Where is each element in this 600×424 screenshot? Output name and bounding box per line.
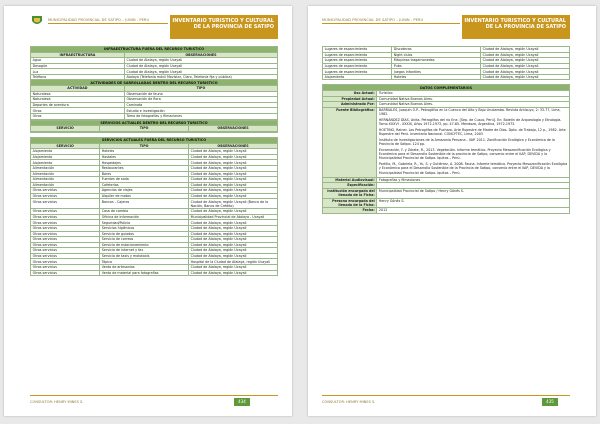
table-cell: Otros servicios: [31, 199, 100, 209]
complementary-paragraph: Instituto de Investigaciones de la Amazonia Peruana - IIAP. 2011. Zonificación Ecológica y Económica de la Provincia de Satipo. 124 pp.: [378, 137, 555, 147]
table-cell: Atalaya (Telefonía móvil Movistar, Claro, Telefonía fija y pública): [124, 74, 277, 80]
complementary-label: Persona encargada del llenado de la Ficha:: [323, 198, 377, 208]
table-cell: Oficina de información: [100, 214, 189, 220]
table-cell: Desagüe: [31, 63, 125, 69]
table-cell: Pubs: [392, 63, 481, 69]
complementary-title: DATOS COMPLEMENTARIOS: [323, 85, 570, 91]
leisure-row: [323, 74, 570, 80]
page-right: [308, 6, 596, 416]
page-left: [4, 6, 292, 416]
table-cell: Ciudad de Atalaya, región Ucayali: [189, 182, 278, 188]
table-cell: Ciudad de Atalaya, región Ucayali: [124, 63, 277, 69]
header-title-box: [170, 15, 278, 39]
complementary-label: Administrado Por:: [323, 102, 377, 108]
table-cell: Ciudad de Atalaya, región Ucayali: [189, 177, 278, 183]
table-cell: Servicio de guiados: [100, 231, 189, 237]
table-cell: Casa de cambio: [100, 209, 189, 215]
table-cell: Ciudad de Atalaya, región Ucayali (Banco de la Nación, Banco de Crédito): [189, 199, 278, 209]
complementary-label: Uso Actual:: [323, 91, 377, 97]
footer-consultant: CONSULTOR: HENRY MINES S.: [322, 400, 376, 404]
table-cell: Ciudad de Atalaya, región Ucayali: [189, 149, 278, 155]
table-cell: Otros servicios: [31, 264, 100, 270]
table-cell: Cafeterías: [100, 182, 189, 188]
table-cell: Ciudad de Atalaya, región Ucayali: [481, 74, 570, 80]
table-cell: Ciudad de Atalaya, región Ucayali: [189, 248, 278, 254]
leisure-table: [322, 46, 570, 80]
table-cell: Otros servicios: [31, 188, 100, 194]
left-content: [30, 46, 278, 276]
services-out-col1: SERVICIO: [31, 143, 100, 149]
table-cell: Juegos infantiles: [392, 69, 481, 75]
table-cell: Ciudad de Atalaya, región Ucayali: [124, 58, 277, 64]
header-title-line1: INVENTARIO TURISTICO Y CULTURAL: [464, 18, 566, 24]
service-row: [31, 270, 278, 276]
table-cell: Teléfono: [31, 74, 125, 80]
complementary-paragraph: Fotografías y filmaciones: [378, 177, 421, 182]
table-cell: Ciudad de Atalaya, región Ucayali: [189, 220, 278, 226]
activities-col1: ACTIVIDAD: [31, 86, 125, 92]
complementary-table: [322, 80, 570, 213]
page-footer: [322, 395, 570, 406]
table-cell: Observación de flora: [124, 97, 277, 103]
services-out-col3: OBSERVACIONES: [189, 143, 278, 149]
table-cell: Ciudad de Atalaya, región Ucayali: [189, 231, 278, 237]
table-cell: Ciudad de Atalaya, región Ucayali: [189, 209, 278, 215]
services-in-title: SERVICIOS ACTUALES DENTRO DEL RECURSO TURISTICO: [31, 120, 278, 126]
services-out-col2: TIPO: [100, 143, 189, 149]
table-cell: Hoteles: [392, 74, 481, 80]
header-title-line2: DE LA PROVINCIA DE SATIPO: [485, 24, 566, 31]
activities-title: ACTIVIDADES DE SARROLLADAS DENTRO DEL RECURSO TURISTICO: [31, 80, 278, 86]
infrastructure-table: [30, 46, 278, 120]
table-cell: Otros servicios: [31, 237, 100, 243]
complementary-value: [377, 107, 570, 177]
complementary-row: [323, 188, 570, 198]
header-title-box: [462, 15, 570, 39]
complementary-value: [377, 208, 570, 214]
complementary-paragraph: Comunidad Nativa Buenos Aires.: [378, 96, 434, 101]
complementary-label: Especificación:: [323, 183, 377, 189]
table-cell: Otros servicios: [31, 209, 100, 215]
infra-col2: OBSERVACIONES: [124, 52, 277, 58]
table-cell: Agua: [31, 58, 125, 64]
table-cell: Bares: [100, 171, 189, 177]
complementary-paragraph: Comunidad Nativa Buenos Aires.: [378, 102, 434, 107]
table-cell: Agencias de viajes: [100, 188, 189, 194]
table-cell: Otros servicios: [31, 242, 100, 248]
table-cell: Ciudad de Atalaya, región Ucayali: [189, 270, 278, 276]
services-in-col1: SERVICIO: [31, 126, 100, 132]
complementary-row: [323, 208, 570, 214]
table-cell: Ciudad de Atalaya, región Ucayali: [189, 242, 278, 248]
services-out-title: SERVICIOS ACTUALES FUERA DEL RECURSO TURISTICO: [31, 138, 278, 144]
infra-title: INFRAESTRUCTURA FUERA DEL RECURSO TURISTICO: [31, 47, 278, 53]
table-cell: Bancos - Cajeros: [100, 199, 189, 209]
services-in-col2: TIPO: [100, 126, 189, 132]
complementary-paragraph: BARRIALES, Joaquín O.P.- Petroglifos en la Cuenca del Alto y Bajo Urubamba. Revista Antisuyo, 2: 33-77, Lima, 1982.: [378, 107, 561, 117]
page-header: [30, 15, 278, 41]
table-cell: Otros servicios: [31, 214, 100, 220]
table-cell: Ciudad de Atalaya, región Ucayali: [481, 63, 570, 69]
complementary-paragraph: Henry Gónés S.: [378, 198, 405, 203]
complementary-paragraph: 2012: [378, 208, 388, 213]
table-cell: Ciudad de Atalaya, región Ucayali: [189, 165, 278, 171]
table-cell: Otros servicios: [31, 259, 100, 265]
table-cell: Fuentes de soda: [100, 177, 189, 183]
service-row: [31, 199, 278, 209]
table-cell: Alojamiento: [31, 149, 100, 155]
table-cell: Estudio e investigación: [124, 108, 277, 114]
table-cell: Otros servicios: [31, 270, 100, 276]
complementary-row: [323, 198, 570, 208]
table-cell: Alimentación: [31, 177, 100, 183]
table-cell: Ciudad de Atalaya, región Ucayali: [124, 69, 277, 75]
table-cell: Ciudad de Atalaya, región Ucayali: [189, 188, 278, 194]
table-cell: Alimentación: [31, 171, 100, 177]
table-cell: Servicio de estacionamiento: [100, 242, 189, 248]
activities-col2: TIPO: [124, 86, 277, 92]
table-cell: Alojamiento: [31, 154, 100, 160]
table-cell: Alojamiento: [323, 74, 392, 80]
services-in-col3: OBSERVACIONES: [189, 126, 278, 132]
header-rule: [322, 23, 460, 24]
complementary-value: [377, 198, 570, 208]
table-cell: Municipalidad Provincial de Atalaya - Ucayali: [189, 214, 278, 220]
table-cell: Ciudad de Atalaya, región Ucayali: [189, 193, 278, 199]
header-title-line1: INVENTARIO TURISTICO Y CULTURAL: [172, 18, 274, 24]
complementary-paragraph: Municipalidad Provincial de Satipo / Henry Gónés S.: [378, 188, 465, 193]
table-cell: Servicios higiénicos: [100, 225, 189, 231]
table-cell: Alojamiento: [31, 160, 100, 166]
table-cell: Lugares de esparcimiento: [323, 69, 392, 75]
table-cell: Restaurantes: [100, 165, 189, 171]
complementary-label: Fecha:: [323, 208, 377, 214]
complementary-paragraph: Turístico: [378, 91, 393, 96]
header-title-line2: DE LA PROVINCIA DE SATIPO: [193, 24, 274, 31]
table-cell: Seguridad/Policía: [100, 220, 189, 226]
table-cell: Ciudad de Atalaya, región Ucayali: [189, 160, 278, 166]
table-cell: Ciudad de Atalaya, región Ucayali: [481, 47, 570, 53]
complementary-label: Fuente Bibliográfica:: [323, 107, 377, 177]
table-cell: Venta de material para fotografías: [100, 270, 189, 276]
table-cell: Ciudad de Atalaya, región Ucayali: [481, 69, 570, 75]
table-cell: Lugares de esparcimiento: [323, 63, 392, 69]
table-cell: Night clubs: [392, 52, 481, 58]
header-municipality: MUNICIPALIDAD PROVINCIAL DE SATIPO – JUNIN - PERU: [322, 18, 424, 22]
table-cell: Ciudad de Atalaya, región Ucayali: [189, 225, 278, 231]
complementary-row: [323, 107, 570, 177]
complementary-paragraph: HERNÁNDEZ DÍAS, Anita. Petroglifos del río Ene. [Sep. de Cusco, Perú]. En: Boletín de Arqueología y Etnología. Tomo XXXVI - XXXIX, Años 1972-1973, pp. 47-65. Mendoza, Argentina, 1972-1973.: [378, 117, 562, 127]
table-cell: Venta de artesanías: [100, 264, 189, 270]
activity-row: [31, 113, 278, 119]
table-cell: Servicio de correos: [100, 237, 189, 243]
table-cell: Naturaleza: [31, 97, 125, 103]
table-cell: Otros servicios: [31, 231, 100, 237]
municipal-shield-logo-icon: [30, 15, 44, 27]
table-cell: Ciudad de Atalaya, región Ucayali: [189, 237, 278, 243]
table-cell: Toma de fotografías y filmaciones: [124, 113, 277, 119]
right-content: [322, 46, 570, 214]
table-cell: Deportes de aventura: [31, 102, 125, 108]
table-cell: Naturaleza: [31, 91, 125, 97]
table-cell: Otros servicios: [31, 193, 100, 199]
table-cell: Otros servicios: [31, 225, 100, 231]
table-cell: Observación de fauna: [124, 91, 277, 97]
table-cell: Alquiler de motos: [100, 193, 189, 199]
table-cell: Lugares de esparcimiento: [323, 58, 392, 64]
page-footer: [30, 395, 278, 406]
table-cell: Alimentación: [31, 165, 100, 171]
table-cell: Ciudad de Atalaya, región Ucayali: [481, 58, 570, 64]
table-cell: Hospedajes: [100, 160, 189, 166]
table-cell: Ciudad de Atalaya, región Ucayali: [189, 154, 278, 160]
complementary-label: Material Audiovisual:: [323, 177, 377, 183]
services-inside-table: [30, 120, 278, 277]
table-cell: Otros servicios: [31, 253, 100, 259]
table-cell: Tópico: [100, 259, 189, 265]
header-rule: [48, 23, 168, 24]
table-cell: Hostales: [100, 154, 189, 160]
header-municipality: MUNICIPALIDAD PROVINCIAL DE SATIPO – JUNIN - PERU: [48, 18, 150, 22]
table-cell: Otros: [31, 113, 125, 119]
table-cell: Hoteles: [100, 149, 189, 155]
table-cell: Ciudad de Atalaya, región Ucayali: [189, 264, 278, 270]
table-cell: Servicio de taxis y mototaxis: [100, 253, 189, 259]
table-cell: Lugares de esparcimiento: [323, 52, 392, 58]
table-cell: Alimentación: [31, 182, 100, 188]
table-cell: Máquinas tragamonedas: [392, 58, 481, 64]
infra-col1: INFRAESTRUCTURA: [31, 52, 125, 58]
footer-consultant: CONSULTOR: HENRY MINES S.: [30, 400, 84, 404]
complementary-paragraph: Encarnación, F. y Zárate, R., 2013. Vegetación. Informe temático. Proyecto Mesozonificación Ecológica y Económica para el Desarrollo Sostenible de la provincia de Satipo, convenio entre el IIAP, DEVIDA y la Municipalidad Provincial de Satipo. Iquitos – Perú.: [378, 147, 551, 161]
table-cell: Otros: [31, 108, 125, 114]
table-cell: Otros servicios: [31, 220, 100, 226]
complementary-value: [377, 188, 570, 198]
complementary-label: Propiedad Actual:: [323, 96, 377, 102]
page-number-badge: 434: [234, 398, 250, 406]
table-cell: Luz: [31, 69, 125, 75]
complementary-paragraph: Portillo, M., Gabriela, R., Yu, S. y Gutiérrez, A. 2008. Fauna. Informe temático. Proyecto Mesozonificación Ecológica y Económica para el Desarrollo Sostenible de la Provincia de Satipo, convenio entre el IIAP, DEVIDA y la Municipalidad Provincial de Satipo. Iquitos – Perú.: [378, 162, 568, 175]
complementary-label: Institución encargada del llenado de la Ficha:: [323, 188, 377, 198]
table-cell: Hospital de la Ciudad de Atalaya, región Ucayali: [189, 259, 278, 265]
page-number-badge: 435: [542, 398, 558, 406]
table-cell: Ciudad de Atalaya, región Ucayali: [481, 52, 570, 58]
table-cell: Servicio de internet y fax: [100, 248, 189, 254]
table-cell: Lugares de esparcimiento: [323, 47, 392, 53]
table-cell: Otros servicios: [31, 248, 100, 254]
table-cell: Discotecas: [392, 47, 481, 53]
table-cell: Caminata: [124, 102, 277, 108]
complementary-paragraph: HOETING, Rainer. Los Petroglifos de Pucharo. Arte Rupestre de Madre de Dios. Dpto. de Trabajo, 12 p., 1982. Arte Rupestre del Perú. Inventario Nacional. CONCYTEC, Lima, 2003: [378, 127, 566, 137]
table-cell: Ciudad de Atalaya, región Ucayali: [189, 171, 278, 177]
page-header: [322, 15, 570, 41]
table-cell: Ciudad de Atalaya, región Ucayali: [189, 253, 278, 259]
